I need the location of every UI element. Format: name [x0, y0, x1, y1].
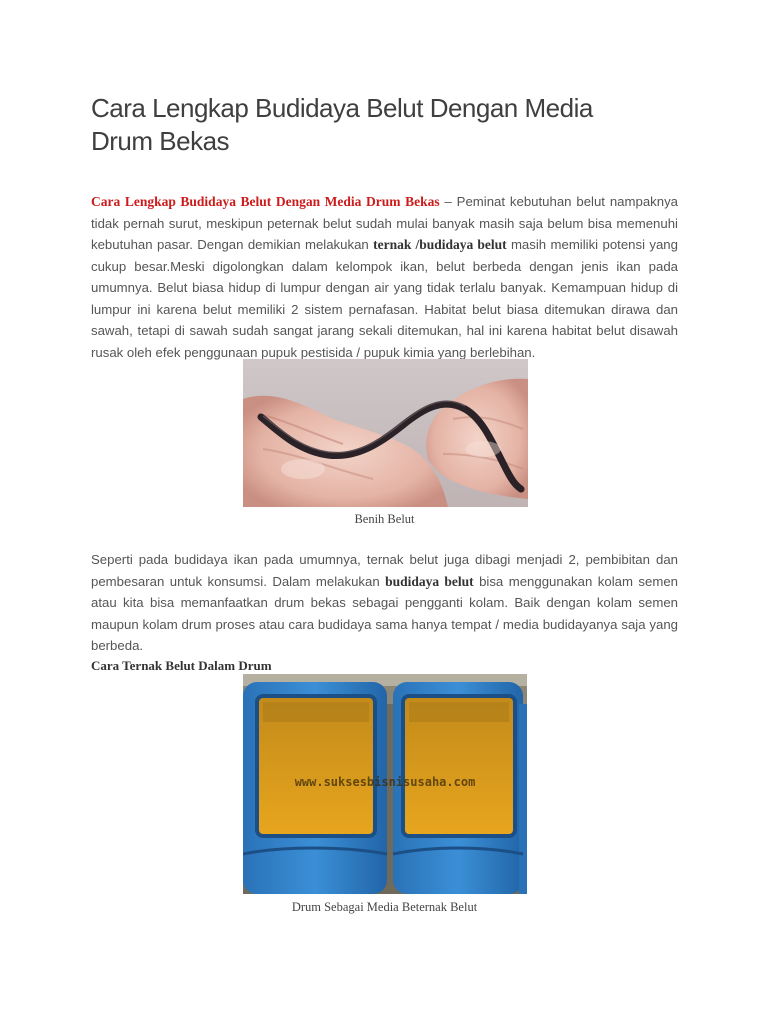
section-subheading: Cara Ternak Belut Dalam Drum	[91, 658, 272, 673]
para2-bold-term: budidaya belut	[385, 573, 474, 589]
title-link[interactable]: Cara Lengkap Budidaya Belut Dengan Media Drum Bekas	[91, 194, 440, 209]
drum-photo	[243, 674, 527, 894]
page-title: Cara Lengkap Budidaya Belut Dengan Media Drum Bekas	[91, 93, 593, 156]
para2-text-b: bisa menggunakan kolam semen atau kita bisa memanfaatkan drum bekas sebagai pengganti kolam. Baik dengan kolam semen maupun kolam drum proses atau cara budidaya sama hanya tempat / media budidayanya saja yang berbeda.	[91, 573, 678, 653]
intro-text-a: – Peminat kebutuhan belut nampaknya tidak pernah surut, meskipun peternak belut sudah mulai banyak masih saja belum bisa memenuhi kebutuhan pasar. Dengan demikian melakukan	[91, 194, 679, 252]
photo-watermark: www.suksesbisnisusaha.com	[294, 775, 476, 789]
intro-paragraph	[91, 191, 678, 363]
intro-text-b: masih memiliki potensi yang cukup besar.Meski digolongkan dalam kelompok ikan, belut berbeda dengan jenis ikan pada umumnya. Belut biasa hidup di lumpur dengan air yang tidak terlalu banyak. Kemampuan hidup di lumpur ini karena belut memiliki 2 sistem pernafasan. Habitat belut biasa ditemukan dirawa dan sawah, tetapi di sawah sudah sangat jarang sekali ditemukan, hal ini karena habitat belut disawah rusak oleh efek penggunaan pupuk pestisida / pupuk kimia yang berlebihan.	[91, 237, 678, 360]
second-paragraph	[91, 549, 678, 657]
figure1-caption: Benih Belut	[354, 512, 415, 526]
intro-bold-term: ternak /budidaya belut	[373, 237, 507, 252]
para2-text-a: Seperti pada budidaya ikan pada umumnya, ternak belut juga dibagi menjadi 2, pembibitan dan pembesaran untuk konsumsi. Dalam melakukan	[91, 552, 678, 589]
eel-photo	[243, 359, 528, 507]
figure2-caption: Drum Sebagai Media Beternak Belut	[291, 900, 478, 914]
